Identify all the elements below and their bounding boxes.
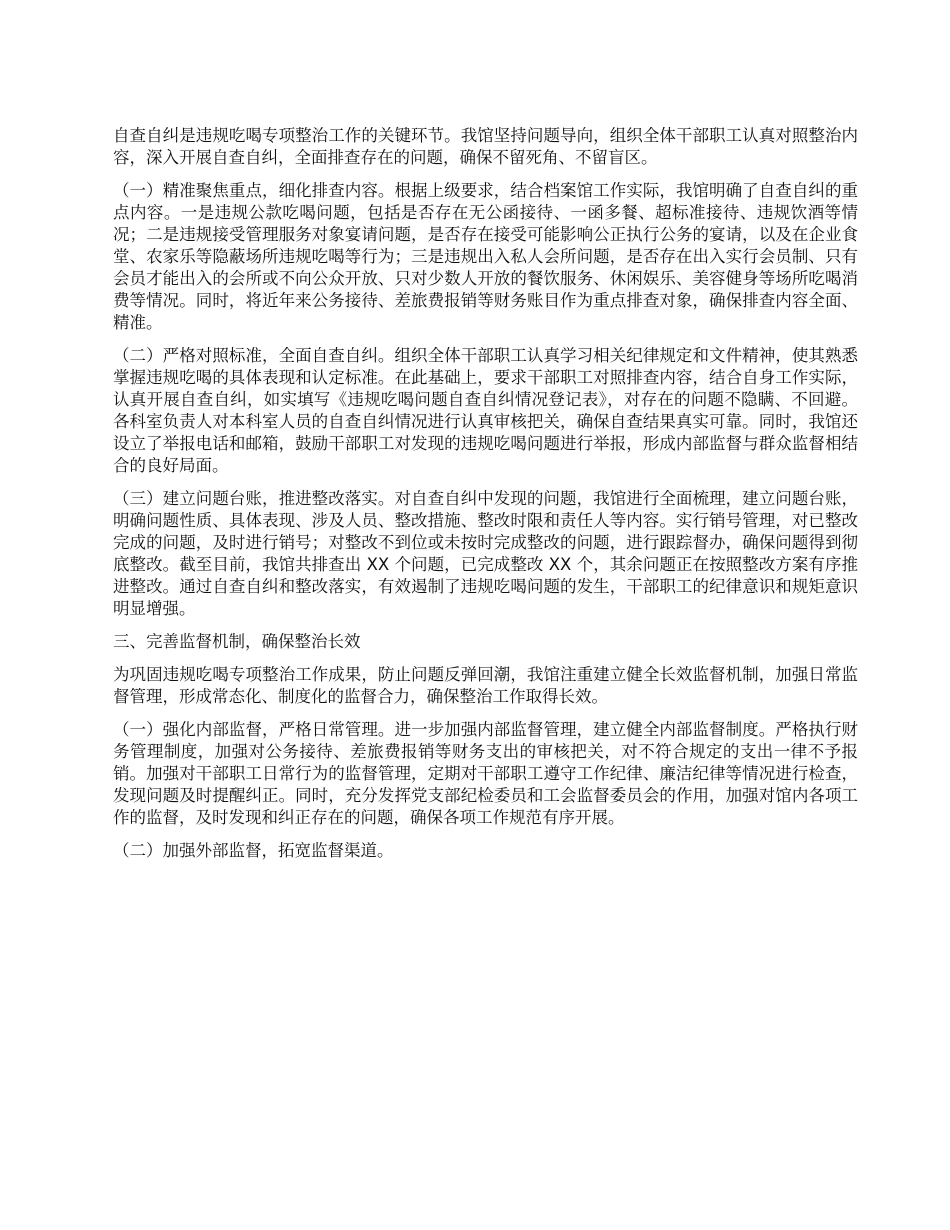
paragraph-self-inspection-intro: 自查自纠是违规吃喝专项整治工作的关键环节。我馆坚持问题导向，组织全体干部职工认真对照整治内容，深入开展自查自纠，全面排查存在的问题，确保不留死角、不留盲区。 (113, 126, 858, 167)
paragraph-problem-ledger: （三）建立问题台账，推进整改落实。对自查自纠中发现的问题，我馆进行全面梳理，建立问题台账，明确问题性质、具体表现、涉及人员、整改措施、整改时限和责任人等内容。实行销号管理，对已整改完成的问题，及时进行销号；对整改不到位或未按时完成整改的问题，进行跟踪督办，确保问题得到彻底整改。截至目前，我馆共排查出 XX 个问题，已完成整改 XX 个，其余问题正在按照整改方案有序推进整改。通过自查自纠和整改落实，有效遏制了违规吃喝问题的发生，干部职工的纪律意识和规矩意识明显增强。 (113, 489, 858, 618)
paragraph-strict-standards: （二）严格对照标准，全面自查自纠。组织全体干部职工认真学习相关纪律规定和文件精神，使其熟悉掌握违规吃喝的具体表现和认定标准。在此基础上，要求干部职工对照排查内容，结合自身工作实际，认真开展自查自纠，如实填写《违规吃喝问题自查自纠情况登记表》，对存在的问题不隐瞒、不回避。各科室负责人对本科室人员的自查自纠情况进行认真审核把关，确保自查结果真实可靠。同时，我馆还设立了举报电话和邮箱，鼓励干部职工对发现的违规吃喝问题进行举报，形成内部监督与群众监督相结合的良好局面。 (113, 346, 858, 475)
paragraph-external-supervision: （二）加强外部监督，拓宽监督渠道。 (113, 841, 394, 860)
section-heading-supervision: 三、完善监督机制，确保整治长效 (113, 632, 361, 651)
paragraph-supervision-intro: 为巩固违规吃喝专项整治工作成果，防止问题反弹回潮，我馆注重建立健全长效监督机制，加强日常监督管理，形成常态化、制度化的监督合力，确保整治工作取得长效。 (113, 665, 858, 706)
document-page (113, 125, 858, 873)
paragraph-focus-key-points: （一）精准聚焦重点，细化排查内容。根据上级要求，结合档案馆工作实际，我馆明确了自查自纠的重点内容。一是违规公款吃喝问题，包括是否存在无公函接待、一函多餐、超标准接待、违规饮酒等情况；二是违规接受管理服务对象宴请问题，是否存在接受可能影响公正执行公务的宴请，以及在企业食堂、农家乐等隐蔽场所违规吃喝等行为；三是违规出入私人会所问题，是否存在出入实行会员制、只有会员才能出入的会所或不向公众开放、只对少数人开放的餐饮服务、休闲娱乐、美容健身等场所吃喝消费等情况。同时，将近年来公务接待、差旅费报销等财务账目作为重点排查对象，确保排查内容全面、精准。 (113, 181, 858, 332)
paragraph-internal-supervision: （一）强化内部监督，严格日常管理。进一步加强内部监督管理，建立健全内部监督制度。严格执行财务管理制度，加强对公务接待、差旅费报销等财务支出的审核把关，对不符合规定的支出一律不予报销。加强对干部职工日常行为的监督管理，定期对干部职工遵守工作纪律、廉洁纪律等情况进行检查，发现问题及时提醒纠正。同时，充分发挥党支部纪检委员和工会监督委员会的作用，加强对馆内各项工作的监督，及时发现和纠正存在的问题，确保各项工作规范有序开展。 (113, 720, 858, 827)
